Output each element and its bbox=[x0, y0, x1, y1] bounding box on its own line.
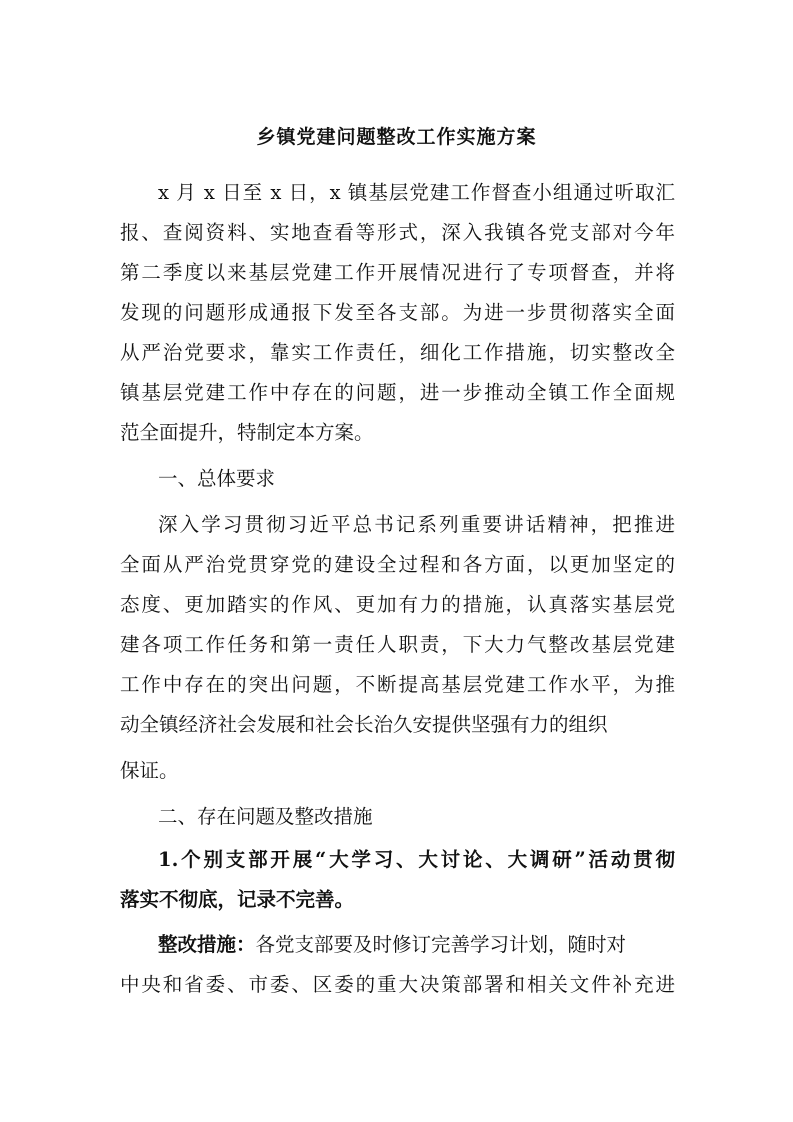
paragraph-line: 工作中存在的突出问题，不断提高基层党建工作水平，为推 bbox=[120, 673, 675, 696]
paragraph-line: 动全镇经济社会发展和社会长治久安提供坚强有力的组织 bbox=[120, 713, 608, 736]
paragraph-line: 保证。 bbox=[120, 759, 179, 782]
section-heading: 二、存在问题及整改措施 bbox=[158, 805, 373, 828]
measures-text: 各党支部要及时修订完善学习计划，随时对 bbox=[255, 933, 627, 956]
paragraph-line: 深入学习贯彻习近平总书记系列重要讲话精神，把推进 bbox=[158, 513, 675, 536]
issue-heading-line: 落实不彻底，记录不完善。 bbox=[120, 888, 355, 911]
paragraph-line: 镇基层党建工作中存在的问题，进一步推动全镇工作全面规 bbox=[120, 381, 675, 404]
measures-label: 整改措施： bbox=[158, 933, 256, 956]
paragraph-line: 从严治党要求，靠实工作责任，细化工作措施，切实整改全 bbox=[120, 341, 675, 364]
document-title: 乡镇党建问题整改工作实施方案 bbox=[256, 126, 537, 148]
paragraph-line: x 月 x 日至 x 日，x 镇基层党建工作督查小组通过听取汇 bbox=[158, 181, 675, 204]
measures-first-line bbox=[158, 930, 675, 960]
issue-heading-line: 1.个别支部开展“大学习、大讨论、大调研”活动贯彻 bbox=[158, 848, 675, 871]
paragraph-line: 报、查阅资料、实地查看等形式，深入我镇各党支部对今年 bbox=[120, 221, 675, 244]
paragraph-line: 中央和省委、市委、区委的重大决策部署和相关文件补充进 bbox=[120, 973, 675, 996]
paragraph-line: 发现的问题形成通报下发至各支部。为进一步贯彻落实全面 bbox=[120, 301, 675, 324]
paragraph-line: 第二季度以来基层党建工作开展情况进行了专项督查，并将 bbox=[120, 261, 675, 284]
paragraph-line: 建各项工作任务和第一责任人职责，下大力气整改基层党建 bbox=[120, 633, 675, 656]
paragraph-line: 态度、更加踏实的作风、更加有力的措施，认真落实基层党 bbox=[120, 593, 675, 616]
section-heading: 一、总体要求 bbox=[158, 467, 276, 490]
paragraph-line: 范全面提升，特制定本方案。 bbox=[120, 421, 374, 444]
paragraph-line: 全面从严治党贯穿党的建设全过程和各方面，以更加坚定的 bbox=[120, 553, 675, 576]
